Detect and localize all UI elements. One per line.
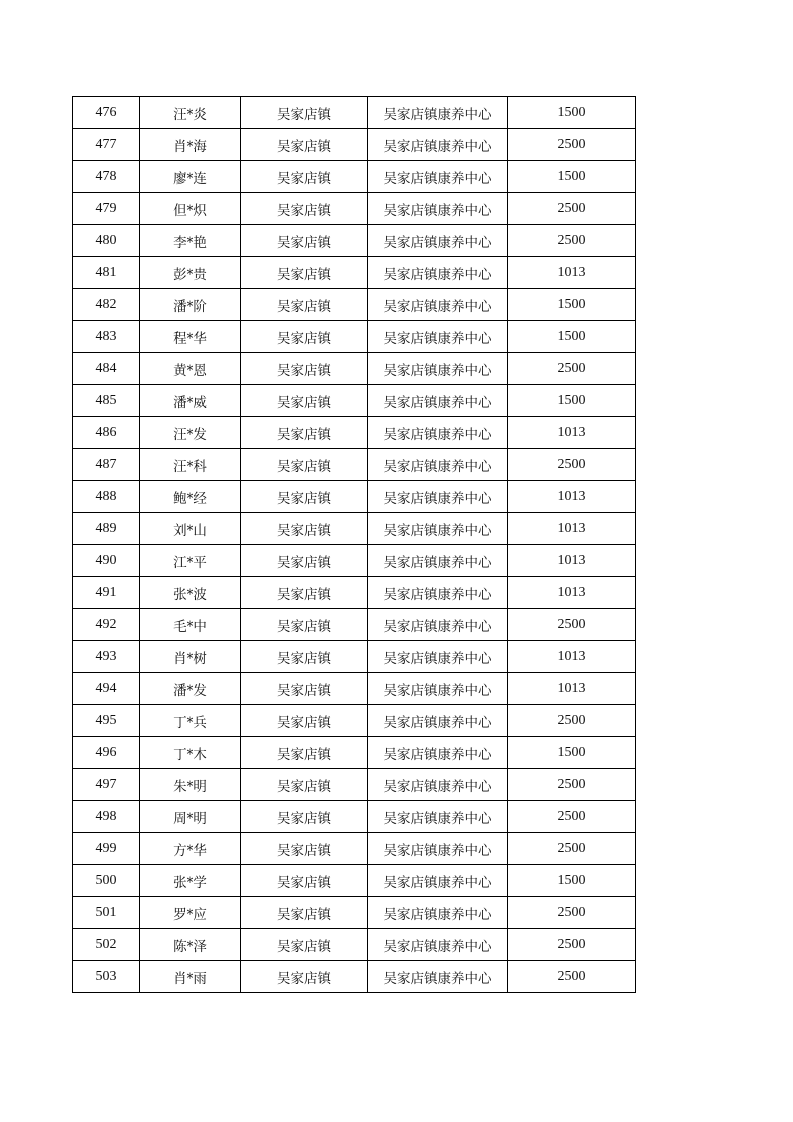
amount-cell: 1013 <box>508 577 636 609</box>
name-cell: 黄*恩 <box>140 353 241 385</box>
town-cell: 吴家店镇 <box>241 193 368 225</box>
amount-cell: 1500 <box>508 161 636 193</box>
institution-cell: 吴家店镇康养中心 <box>368 545 508 577</box>
table-row <box>73 417 636 449</box>
name-cell: 潘*威 <box>140 385 241 417</box>
row-number-cell: 495 <box>73 705 140 737</box>
row-number-cell: 493 <box>73 641 140 673</box>
amount-cell: 1500 <box>508 321 636 353</box>
institution-cell: 吴家店镇康养中心 <box>368 897 508 929</box>
table-row <box>73 353 636 385</box>
institution-cell: 吴家店镇康养中心 <box>368 865 508 897</box>
town-cell: 吴家店镇 <box>241 897 368 929</box>
row-number-cell: 480 <box>73 225 140 257</box>
table-row <box>73 801 636 833</box>
town-cell: 吴家店镇 <box>241 129 368 161</box>
name-cell: 潘*阶 <box>140 289 241 321</box>
institution-cell: 吴家店镇康养中心 <box>368 801 508 833</box>
row-number-cell: 501 <box>73 897 140 929</box>
town-cell: 吴家店镇 <box>241 865 368 897</box>
amount-cell: 1500 <box>508 865 636 897</box>
town-cell: 吴家店镇 <box>241 929 368 961</box>
row-number-cell: 492 <box>73 609 140 641</box>
table-row <box>73 641 636 673</box>
amount-cell: 2500 <box>508 353 636 385</box>
name-cell: 罗*应 <box>140 897 241 929</box>
name-cell: 李*艳 <box>140 225 241 257</box>
town-cell: 吴家店镇 <box>241 385 368 417</box>
table-row <box>73 865 636 897</box>
name-cell: 丁*兵 <box>140 705 241 737</box>
amount-cell: 2500 <box>508 705 636 737</box>
table-row <box>73 577 636 609</box>
row-number-cell: 496 <box>73 737 140 769</box>
town-cell: 吴家店镇 <box>241 289 368 321</box>
amount-cell: 1013 <box>508 481 636 513</box>
town-cell: 吴家店镇 <box>241 225 368 257</box>
town-cell: 吴家店镇 <box>241 833 368 865</box>
institution-cell: 吴家店镇康养中心 <box>368 737 508 769</box>
institution-cell: 吴家店镇康养中心 <box>368 481 508 513</box>
row-number-cell: 479 <box>73 193 140 225</box>
table-row <box>73 961 636 993</box>
town-cell: 吴家店镇 <box>241 641 368 673</box>
amount-cell: 2500 <box>508 193 636 225</box>
town-cell: 吴家店镇 <box>241 513 368 545</box>
table-row <box>73 545 636 577</box>
amount-cell: 2500 <box>508 833 636 865</box>
town-cell: 吴家店镇 <box>241 545 368 577</box>
town-cell: 吴家店镇 <box>241 705 368 737</box>
table-row <box>73 705 636 737</box>
name-cell: 肖*雨 <box>140 961 241 993</box>
row-number-cell: 500 <box>73 865 140 897</box>
amount-cell: 1013 <box>508 513 636 545</box>
institution-cell: 吴家店镇康养中心 <box>368 641 508 673</box>
institution-cell: 吴家店镇康养中心 <box>368 417 508 449</box>
amount-cell: 1013 <box>508 257 636 289</box>
institution-cell: 吴家店镇康养中心 <box>368 769 508 801</box>
name-cell: 潘*发 <box>140 673 241 705</box>
name-cell: 汪*炎 <box>140 97 241 129</box>
row-number-cell: 494 <box>73 673 140 705</box>
amount-cell: 1013 <box>508 545 636 577</box>
amount-cell: 2500 <box>508 897 636 929</box>
name-cell: 毛*中 <box>140 609 241 641</box>
row-number-cell: 476 <box>73 97 140 129</box>
name-cell: 但*炽 <box>140 193 241 225</box>
institution-cell: 吴家店镇康养中心 <box>368 577 508 609</box>
name-cell: 周*明 <box>140 801 241 833</box>
institution-cell: 吴家店镇康养中心 <box>368 705 508 737</box>
amount-cell: 2500 <box>508 929 636 961</box>
amount-cell: 2500 <box>508 449 636 481</box>
table-row <box>73 289 636 321</box>
table-row <box>73 193 636 225</box>
town-cell: 吴家店镇 <box>241 353 368 385</box>
institution-cell: 吴家店镇康养中心 <box>368 193 508 225</box>
name-cell: 丁*木 <box>140 737 241 769</box>
table-row <box>73 129 636 161</box>
table-row <box>73 97 636 129</box>
name-cell: 廖*连 <box>140 161 241 193</box>
name-cell: 鲍*经 <box>140 481 241 513</box>
amount-cell: 1013 <box>508 673 636 705</box>
town-cell: 吴家店镇 <box>241 481 368 513</box>
row-number-cell: 485 <box>73 385 140 417</box>
institution-cell: 吴家店镇康养中心 <box>368 353 508 385</box>
town-cell: 吴家店镇 <box>241 257 368 289</box>
table-row <box>73 673 636 705</box>
name-cell: 肖*海 <box>140 129 241 161</box>
town-cell: 吴家店镇 <box>241 577 368 609</box>
amount-cell: 1500 <box>508 97 636 129</box>
row-number-cell: 481 <box>73 257 140 289</box>
institution-cell: 吴家店镇康养中心 <box>368 97 508 129</box>
name-cell: 陈*泽 <box>140 929 241 961</box>
institution-cell: 吴家店镇康养中心 <box>368 289 508 321</box>
town-cell: 吴家店镇 <box>241 737 368 769</box>
table-row <box>73 929 636 961</box>
town-cell: 吴家店镇 <box>241 449 368 481</box>
row-number-cell: 503 <box>73 961 140 993</box>
row-number-cell: 497 <box>73 769 140 801</box>
row-number-cell: 499 <box>73 833 140 865</box>
institution-cell: 吴家店镇康养中心 <box>368 673 508 705</box>
amount-cell: 1013 <box>508 641 636 673</box>
row-number-cell: 477 <box>73 129 140 161</box>
table-row <box>73 225 636 257</box>
amount-cell: 2500 <box>508 769 636 801</box>
name-cell: 肖*树 <box>140 641 241 673</box>
row-number-cell: 487 <box>73 449 140 481</box>
institution-cell: 吴家店镇康养中心 <box>368 449 508 481</box>
institution-cell: 吴家店镇康养中心 <box>368 385 508 417</box>
institution-cell: 吴家店镇康养中心 <box>368 833 508 865</box>
amount-cell: 2500 <box>508 609 636 641</box>
table-row <box>73 737 636 769</box>
name-cell: 汪*发 <box>140 417 241 449</box>
amount-cell: 1013 <box>508 417 636 449</box>
town-cell: 吴家店镇 <box>241 673 368 705</box>
row-number-cell: 491 <box>73 577 140 609</box>
row-number-cell: 498 <box>73 801 140 833</box>
table-row <box>73 449 636 481</box>
town-cell: 吴家店镇 <box>241 961 368 993</box>
row-number-cell: 482 <box>73 289 140 321</box>
institution-cell: 吴家店镇康养中心 <box>368 929 508 961</box>
amount-cell: 1500 <box>508 737 636 769</box>
institution-cell: 吴家店镇康养中心 <box>368 225 508 257</box>
row-number-cell: 484 <box>73 353 140 385</box>
amount-cell: 1500 <box>508 385 636 417</box>
name-cell: 张*学 <box>140 865 241 897</box>
institution-cell: 吴家店镇康养中心 <box>368 129 508 161</box>
table-row <box>73 609 636 641</box>
amount-cell: 2500 <box>508 129 636 161</box>
row-number-cell: 486 <box>73 417 140 449</box>
institution-cell: 吴家店镇康养中心 <box>368 257 508 289</box>
name-cell: 程*华 <box>140 321 241 353</box>
institution-cell: 吴家店镇康养中心 <box>368 321 508 353</box>
row-number-cell: 488 <box>73 481 140 513</box>
row-number-cell: 483 <box>73 321 140 353</box>
town-cell: 吴家店镇 <box>241 97 368 129</box>
town-cell: 吴家店镇 <box>241 801 368 833</box>
table-row <box>73 321 636 353</box>
name-cell: 朱*明 <box>140 769 241 801</box>
town-cell: 吴家店镇 <box>241 609 368 641</box>
row-number-cell: 502 <box>73 929 140 961</box>
institution-cell: 吴家店镇康养中心 <box>368 161 508 193</box>
table-body <box>73 97 636 993</box>
name-cell: 汪*科 <box>140 449 241 481</box>
amount-cell: 2500 <box>508 801 636 833</box>
table-row <box>73 897 636 929</box>
name-cell: 方*华 <box>140 833 241 865</box>
institution-cell: 吴家店镇康养中心 <box>368 609 508 641</box>
amount-cell: 1500 <box>508 289 636 321</box>
name-cell: 彭*贵 <box>140 257 241 289</box>
institution-cell: 吴家店镇康养中心 <box>368 513 508 545</box>
amount-cell: 2500 <box>508 961 636 993</box>
name-cell: 张*波 <box>140 577 241 609</box>
table-row <box>73 385 636 417</box>
town-cell: 吴家店镇 <box>241 769 368 801</box>
row-number-cell: 478 <box>73 161 140 193</box>
table-row <box>73 161 636 193</box>
table-row <box>73 769 636 801</box>
institution-cell: 吴家店镇康养中心 <box>368 961 508 993</box>
amount-cell: 2500 <box>508 225 636 257</box>
row-number-cell: 489 <box>73 513 140 545</box>
table-row <box>73 481 636 513</box>
town-cell: 吴家店镇 <box>241 161 368 193</box>
town-cell: 吴家店镇 <box>241 321 368 353</box>
table-row <box>73 833 636 865</box>
town-cell: 吴家店镇 <box>241 417 368 449</box>
table-row <box>73 257 636 289</box>
data-table <box>72 96 636 993</box>
name-cell: 江*平 <box>140 545 241 577</box>
row-number-cell: 490 <box>73 545 140 577</box>
table-row <box>73 513 636 545</box>
name-cell: 刘*山 <box>140 513 241 545</box>
